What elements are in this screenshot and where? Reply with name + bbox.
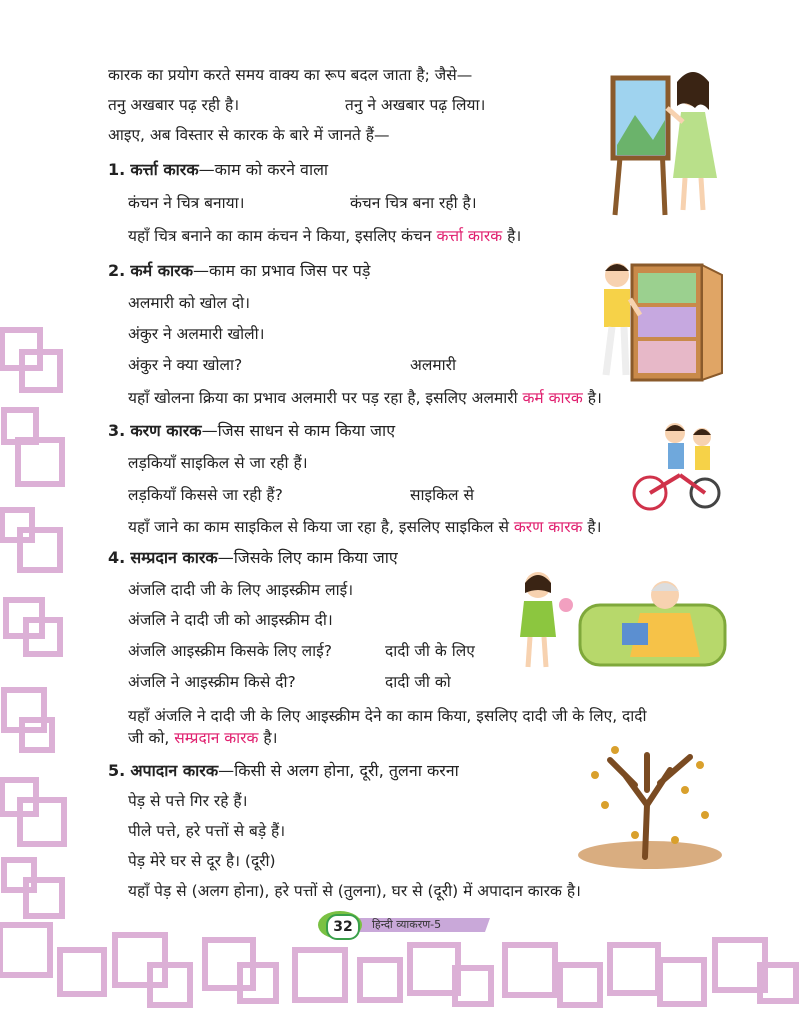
girl-giving-icecream-to-grandmother-illustration (510, 565, 730, 675)
note-text: यहाँ जाने का काम साइकिल से किया जा रहा है, इसलिए साइकिल से (128, 518, 514, 536)
section-5-example-3: पेड़ मेरे घर से दूर है। (दूरी) (128, 852, 276, 870)
section-5-note: यहाँ पेड़ से (अलग होना), हरे पत्तों से (तुलना), घर से (दूरी) में अपादान कारक है। (128, 882, 581, 900)
section-4-heading (108, 547, 398, 569)
section-4-number: 4. (108, 548, 126, 567)
section-3-heading (108, 420, 395, 442)
note-text: जी को, (128, 729, 175, 747)
section-2-definition: —काम का प्रभाव जिस पर पड़े (193, 261, 371, 280)
section-2-example-2: अंकुर ने अलमारी खोली। (128, 325, 265, 343)
section-2-number: 2. (108, 261, 126, 280)
section-1-number: 1. (108, 160, 126, 179)
section-2-answer: अलमारी (410, 356, 456, 374)
highlight-term: सम्प्रदान कारक (174, 729, 259, 747)
note-text: यहाँ खोलना क्रिया का प्रभाव अलमारी पर पड़ रहा है, इसलिए अलमारी (128, 389, 523, 407)
section-3-note (128, 516, 602, 538)
section-1-note (128, 225, 521, 247)
section-3-title: करण कारक (130, 421, 202, 440)
section-3-question: लड़कियाँ किससे जा रही हैं? (128, 486, 283, 504)
section-1-example-a: कंचन ने चित्र बनाया। (128, 194, 245, 212)
section-4-definition: —जिसके लिए काम किया जाए (217, 548, 398, 567)
section-2-note (128, 387, 602, 409)
note-text: है। (582, 518, 602, 536)
section-4-note-line-1: यहाँ अंजलि ने दादी जी के लिए आइस्क्रीम देने का काम किया, इसलिए दादी जी के लिए, दादी (128, 707, 647, 725)
highlight-term: कर्त्ता कारक (436, 227, 503, 245)
intro-example-a: तनु अखबार पढ़ रही है। (108, 96, 240, 114)
intro-example-b: तनु ने अखबार पढ़ लिया। (345, 96, 486, 114)
section-5-heading (108, 760, 459, 782)
section-4-note-line-2 (128, 727, 277, 749)
section-3-example-1: लड़कियाँ साइकिल से जा रही हैं। (128, 454, 308, 472)
section-1-example-b: कंचन चित्र बना रही है। (350, 194, 477, 212)
section-2-heading (108, 260, 370, 282)
boy-opening-cupboard-illustration (592, 255, 727, 385)
page-footer (310, 910, 495, 940)
section-1-definition: —काम को करने वाला (198, 160, 329, 179)
section-1-heading (108, 159, 328, 181)
section-5-number: 5. (108, 761, 126, 780)
section-4-example-1: अंजलि दादी जी के लिए आइस्क्रीम लाई। (128, 581, 354, 599)
section-3-number: 3. (108, 421, 126, 440)
section-3-definition: —जिस साधन से काम किया जाए (201, 421, 396, 440)
tree-shedding-leaves-illustration (575, 735, 725, 870)
section-1-title: कर्त्ता कारक (130, 160, 199, 179)
section-3-answer: साइकिल से (410, 486, 474, 504)
section-5-definition: —किसी से अलग होना, दूरी, तुलना करना (218, 761, 459, 780)
section-4-question-2: अंजलि ने आइस्क्रीम किसे दी? (128, 673, 296, 691)
note-text: यहाँ चित्र बनाने का काम कंचन ने किया, इसलिए कंचन (128, 227, 437, 245)
section-2-title: कर्म कारक (130, 261, 194, 280)
section-4-title: सम्प्रदान कारक (130, 548, 218, 567)
girls-on-bicycle-illustration (630, 415, 725, 513)
note-text: है। (582, 389, 602, 407)
section-2-example-1: अलमारी को खोल दो। (128, 294, 251, 312)
page-number: 32 (326, 914, 360, 940)
section-4-answer-1: दादी जी के लिए (385, 642, 475, 660)
girl-painting-illustration (605, 60, 730, 220)
section-4-answer-2: दादी जी को (385, 673, 451, 691)
note-text: है। (258, 729, 278, 747)
highlight-term: कर्म कारक (522, 389, 583, 407)
intro-lead: आइए, अब विस्तार से कारक के बारे में जानते हैं— (108, 126, 390, 144)
section-2-question: अंकुर ने क्या खोला? (128, 356, 243, 374)
section-4-question-1: अंजलि आइस्क्रीम किसके लिए लाई? (128, 642, 333, 660)
section-5-example-1: पेड़ से पत्ते गिर रहे हैं। (128, 792, 248, 810)
section-5-title: अपादान कारक (130, 761, 219, 780)
highlight-term: करण कारक (513, 518, 583, 536)
section-5-example-2: पीले पत्ते, हरे पत्तों से बड़े हैं। (128, 822, 286, 840)
section-4-example-2: अंजलि ने दादी जी को आइस्क्रीम दी। (128, 611, 333, 629)
note-text: है। (502, 227, 522, 245)
book-title: हिन्दी व्याकरण-5 (372, 918, 442, 931)
intro-line: कारक का प्रयोग करते समय वाक्य का रूप बदल जाता है; जैसे— (108, 66, 473, 84)
